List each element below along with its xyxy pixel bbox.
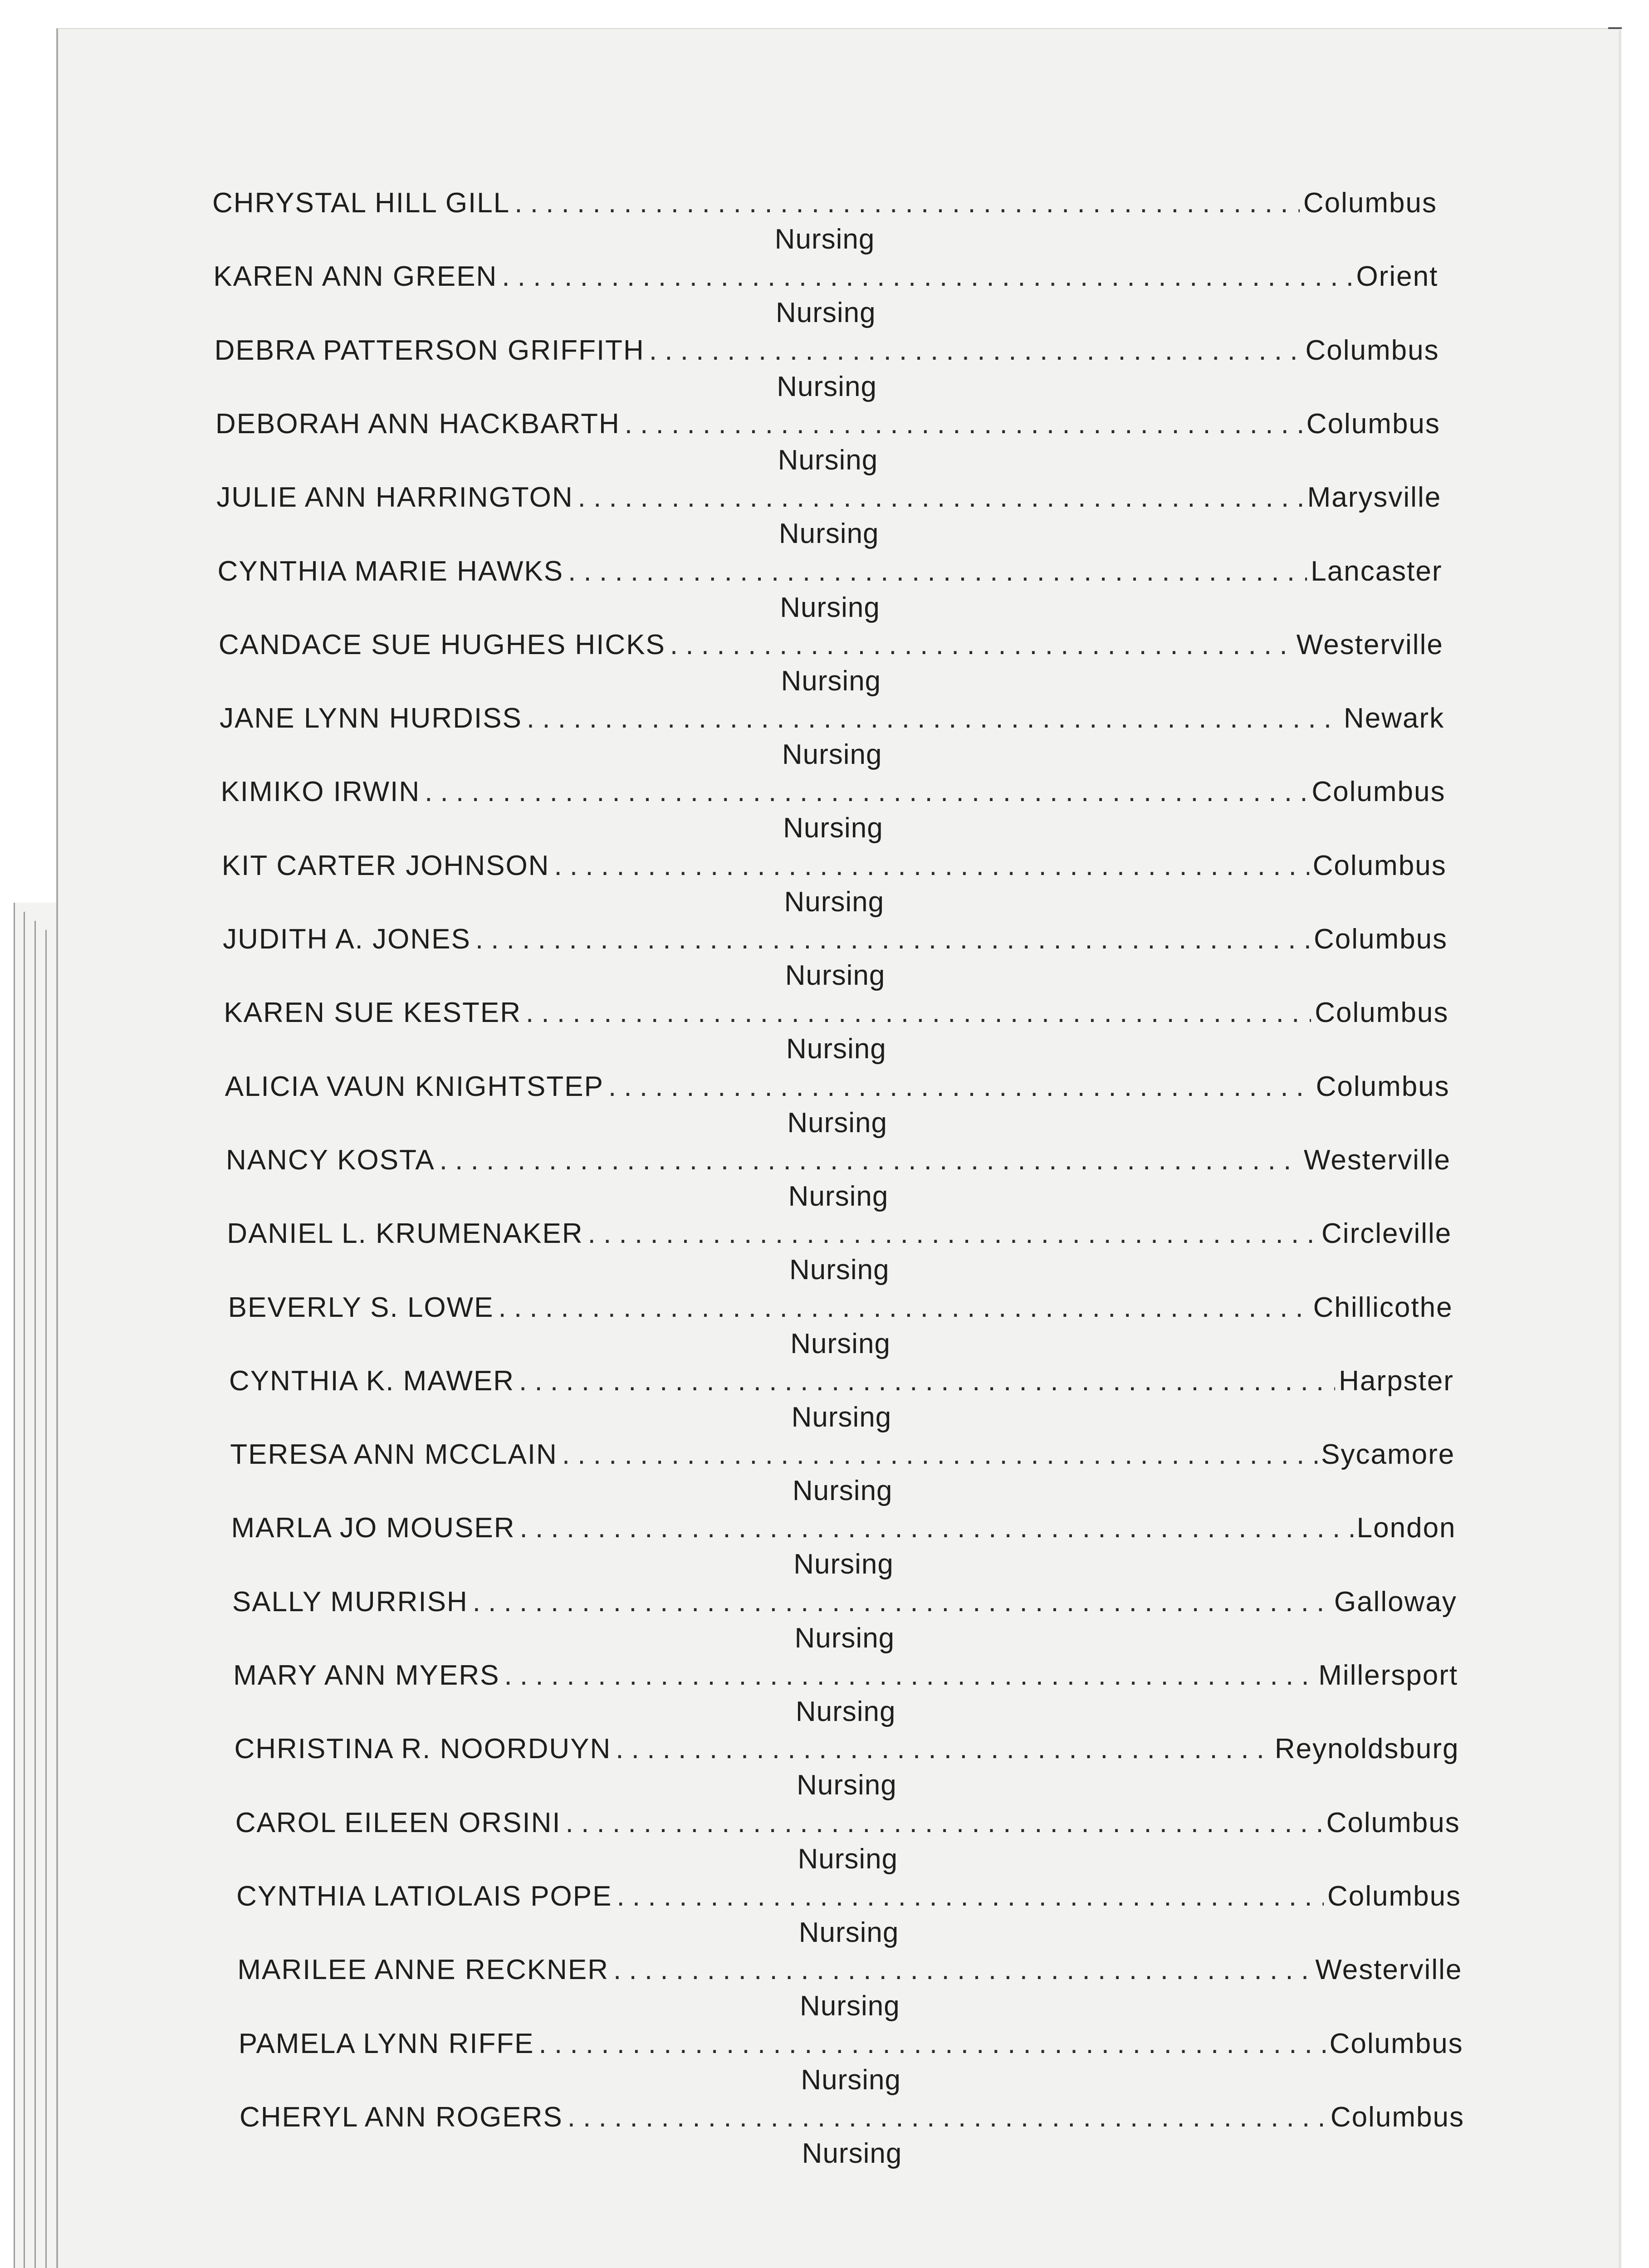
dot-leader xyxy=(578,481,1304,513)
list-item xyxy=(220,702,1444,776)
major-label: Nursing xyxy=(782,739,882,771)
major-label: Nursing xyxy=(801,2064,901,2096)
list-item xyxy=(232,1586,1457,1660)
dot-leader xyxy=(566,1807,1323,1839)
dot-leader xyxy=(425,776,1308,808)
list-item xyxy=(227,1217,1452,1291)
entry-line xyxy=(218,555,1443,591)
graduate-name: CHRYSTAL HILL GILL xyxy=(212,187,510,219)
graduate-name: NANCY KOSTA xyxy=(226,1144,435,1176)
graduate-name: MARLA JO MOUSER xyxy=(231,1512,515,1544)
major-label: Nursing xyxy=(795,1696,896,1727)
list-item xyxy=(223,923,1448,997)
dot-leader xyxy=(625,408,1303,440)
list-item xyxy=(218,555,1443,629)
major-label: Nursing xyxy=(775,297,876,329)
graduate-name: MARILEE ANNE RECKNER xyxy=(237,1954,609,1986)
major-label: Nursing xyxy=(794,1622,895,1654)
dot-leader xyxy=(475,923,1310,955)
dot-leader xyxy=(608,1070,1312,1103)
entry-line xyxy=(220,702,1444,738)
entry-line xyxy=(239,2028,1463,2064)
dot-leader xyxy=(562,1438,1317,1471)
hometown: Galloway xyxy=(1334,1586,1457,1618)
list-item xyxy=(231,1512,1456,1586)
dot-leader xyxy=(568,2101,1327,2133)
entry-line xyxy=(225,1070,1450,1107)
entry-line xyxy=(212,187,1437,223)
major-label: Nursing xyxy=(793,1549,894,1580)
hometown: Columbus xyxy=(1311,776,1446,808)
dot-leader xyxy=(502,260,1352,293)
dot-leader xyxy=(613,1954,1311,1986)
major-label: Nursing xyxy=(790,1328,891,1359)
major-label: Nursing xyxy=(783,812,883,844)
hometown: Lancaster xyxy=(1311,555,1443,587)
dot-leader xyxy=(514,187,1300,219)
major-label: Nursing xyxy=(780,591,880,623)
dot-leader xyxy=(526,997,1311,1029)
graduate-name: CANDACE SUE HUGHES HICKS xyxy=(218,629,665,660)
hometown: Columbus xyxy=(1330,2101,1464,2133)
hometown: Columbus xyxy=(1306,408,1440,440)
entry-line xyxy=(229,1365,1454,1401)
list-item xyxy=(216,481,1441,555)
hometown: Newark xyxy=(1343,703,1445,734)
graduate-name: DEBRA PATTERSON GRIFFITH xyxy=(214,334,645,366)
major-label: Nursing xyxy=(781,665,881,697)
dot-leader xyxy=(527,702,1340,734)
entry-line xyxy=(226,1144,1451,1180)
dot-leader xyxy=(520,1512,1353,1544)
graduate-name: KAREN ANN GREEN xyxy=(213,261,498,293)
major-label: Nursing xyxy=(786,1033,886,1065)
list-item xyxy=(234,1733,1459,1807)
list-item xyxy=(222,850,1447,924)
graduate-name: CAROL EILEEN ORSINI xyxy=(235,1807,561,1838)
graduate-name: SALLY MURRISH xyxy=(232,1586,468,1618)
dot-leader xyxy=(588,1217,1318,1250)
list-item xyxy=(235,1807,1460,1881)
list-item xyxy=(213,260,1438,334)
major-label: Nursing xyxy=(777,371,877,402)
hometown: Harpster xyxy=(1339,1365,1454,1397)
major-label: Nursing xyxy=(791,1401,892,1433)
dot-leader xyxy=(504,1659,1315,1691)
hometown: Westerville xyxy=(1315,1954,1463,1986)
graduate-name: CYNTHIA MARIE HAWKS xyxy=(217,555,564,587)
major-label: Nursing xyxy=(785,960,886,991)
dot-leader xyxy=(670,629,1293,661)
entry-line xyxy=(215,408,1440,444)
list-item xyxy=(237,1954,1462,2028)
major-label: Nursing xyxy=(774,224,875,255)
major-label: Nursing xyxy=(797,1769,897,1801)
list-item xyxy=(215,334,1439,408)
graduate-name: KAREN SUE KESTER xyxy=(224,997,521,1029)
hometown: Circleville xyxy=(1321,1218,1452,1250)
page-corner-mark xyxy=(1608,27,1622,29)
major-label: Nursing xyxy=(802,2137,902,2169)
entry-line xyxy=(232,1586,1457,1622)
major-label: Nursing xyxy=(787,1107,887,1139)
hometown: Westerville xyxy=(1303,1144,1451,1176)
entry-line xyxy=(230,1438,1455,1475)
dot-leader xyxy=(568,555,1307,587)
graduate-name: TERESA ANN MCCLAIN xyxy=(230,1439,558,1471)
dot-leader xyxy=(440,1144,1300,1176)
graduate-name: PAMELA LYNN RIFFE xyxy=(238,2028,534,2059)
entry-line xyxy=(215,334,1439,371)
major-label: Nursing xyxy=(798,1843,898,1875)
list-item xyxy=(219,629,1443,703)
hometown: Chillicothe xyxy=(1313,1291,1453,1323)
dot-leader xyxy=(649,334,1302,367)
list-item xyxy=(230,1438,1455,1512)
hometown: Columbus xyxy=(1312,850,1447,881)
major-label: Nursing xyxy=(778,444,878,476)
hometown: Westerville xyxy=(1296,629,1443,660)
dot-leader xyxy=(473,1586,1331,1618)
major-label: Nursing xyxy=(788,1180,889,1212)
hometown: Columbus xyxy=(1305,334,1439,366)
dot-leader xyxy=(616,1733,1271,1765)
major-label: Nursing xyxy=(800,1990,900,2022)
graduate-name: BEVERLY S. LOWE xyxy=(228,1291,494,1323)
program-page xyxy=(56,28,1619,2268)
hometown: Orient xyxy=(1356,261,1439,293)
list-item xyxy=(225,1070,1450,1144)
list-item xyxy=(228,1291,1453,1365)
major-label: Nursing xyxy=(792,1475,893,1507)
entry-line xyxy=(224,997,1448,1033)
hometown: Reynoldsburg xyxy=(1274,1733,1459,1765)
major-label: Nursing xyxy=(789,1254,890,1286)
list-item xyxy=(215,408,1440,482)
list-item xyxy=(233,1659,1458,1733)
hometown: Marysville xyxy=(1307,482,1442,513)
hometown: Columbus xyxy=(1316,1070,1450,1102)
entry-line xyxy=(222,850,1447,886)
graduate-name: KIMIKO IRWIN xyxy=(220,776,421,808)
graduate-name: CHERYL ANN ROGERS xyxy=(240,2101,563,2133)
hometown: Columbus xyxy=(1329,2028,1463,2059)
entry-line xyxy=(216,481,1441,518)
graduate-name: MARY ANN MYERS xyxy=(233,1660,500,1691)
list-item xyxy=(226,1144,1451,1218)
entry-line xyxy=(237,1954,1462,1990)
entry-line xyxy=(236,1880,1461,1916)
hometown: Columbus xyxy=(1315,997,1449,1029)
hometown: Millersport xyxy=(1318,1660,1458,1691)
list-item xyxy=(240,2101,1464,2175)
hometown: Columbus xyxy=(1303,187,1437,219)
graduate-name: ALICIA VAUN KNIGHTSTEP xyxy=(225,1070,604,1102)
dot-leader xyxy=(539,2028,1326,2060)
list-item xyxy=(224,997,1448,1070)
graduate-name: JUDITH A. JONES xyxy=(223,924,471,955)
entry-line xyxy=(231,1512,1456,1548)
graduate-name: CHRISTINA R. NOORDUYN xyxy=(234,1733,612,1765)
dot-leader xyxy=(617,1880,1323,1912)
hometown: Columbus xyxy=(1326,1807,1460,1838)
graduate-name: DANIEL L. KRUMENAKER xyxy=(227,1218,583,1250)
entry-line xyxy=(223,923,1448,959)
hometown: Sycamore xyxy=(1321,1439,1455,1471)
graduate-name: CYNTHIA LATIOLAIS POPE xyxy=(236,1880,612,1912)
entry-line xyxy=(233,1659,1458,1696)
graduate-name: CYNTHIA K. MAWER xyxy=(229,1365,515,1397)
entry-line xyxy=(220,776,1445,812)
list-item xyxy=(229,1365,1454,1439)
list-item xyxy=(212,187,1437,261)
graduate-name: KIT CARTER JOHNSON xyxy=(221,850,550,881)
entry-line xyxy=(235,1807,1460,1843)
entry-line xyxy=(234,1733,1459,1769)
entry-line xyxy=(219,629,1443,665)
entry-line xyxy=(240,2101,1464,2137)
hometown: Columbus xyxy=(1313,924,1448,955)
entry-line xyxy=(228,1291,1453,1328)
list-item xyxy=(220,776,1445,850)
entry-line xyxy=(213,260,1438,297)
hometown: Columbus xyxy=(1327,1880,1462,1912)
major-label: Nursing xyxy=(798,1916,899,1948)
graduate-name: DEBORAH ANN HACKBARTH xyxy=(215,408,620,440)
graduate-name: JANE LYNN HURDISS xyxy=(220,703,522,734)
dot-leader xyxy=(519,1365,1335,1397)
list-item xyxy=(236,1880,1461,1954)
hometown: London xyxy=(1356,1512,1456,1544)
major-label: Nursing xyxy=(784,886,885,918)
major-label: Nursing xyxy=(778,518,879,550)
graduate-name: JULIE ANN HARRINGTON xyxy=(216,482,573,513)
dot-leader xyxy=(499,1291,1310,1324)
entry-line xyxy=(227,1217,1452,1254)
list-item xyxy=(239,2028,1463,2102)
dot-leader xyxy=(554,850,1309,882)
